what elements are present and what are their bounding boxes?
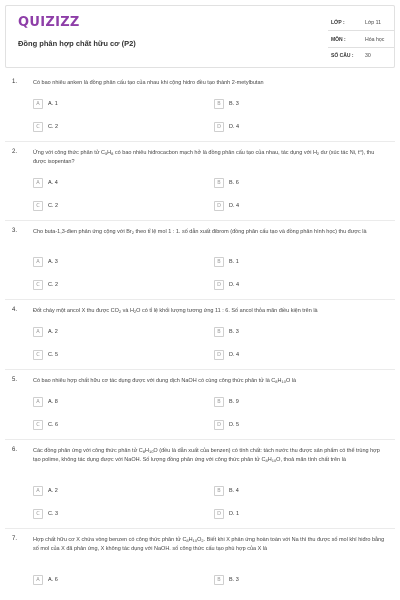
answer-label: A. 8 <box>48 399 58 405</box>
answer-checkbox[interactable]: B <box>214 99 224 109</box>
answer-label: B. 3 <box>229 329 239 335</box>
question-text: Hợp chất hữu cơ X chứa vòng benzen có công thức phân tử $C_8H_{10}O_2$. Biết khi X phản ứng hoàn toàn với Na thì thu được số mol khí hiđro bằng số mol của X đã phản ứng, X không tác dụng với NaOH. số công thức cấu tạo phù hợp của X là <box>33 537 385 552</box>
answer-label: C. 5 <box>48 352 59 358</box>
answer-label: C. 3 <box>48 511 59 517</box>
question-text: Ứng với công thức phân tử $C_5H_8$ có bao nhiêu hiđrocacbon mạch hở là đồng phân cấu tạo của nhau, tác dụng với $H_2$ dư (xúc tác Ni, $t^o$), thu được isopentan? <box>33 148 375 165</box>
question-text: Các đồng phân ứng với công thức phân tử $C_8H_{10}O$ (đều là dẫn xuất của benzen) có tính chất: tách nước thu được sản phẩm có thể trùng hợp tạo polime, không tác dụng được với NaOH. Số lượng đồng phân ứng với công thức phân tử $C_8H_{10}O$, thoả mãn tính chất trên là <box>33 448 380 463</box>
answer-checkbox[interactable]: C <box>33 201 43 211</box>
answer-label: B. 6 <box>229 180 239 186</box>
answer-checkbox[interactable]: B <box>214 397 224 407</box>
answer-checkbox[interactable]: C <box>33 350 43 360</box>
question-divider <box>5 220 395 221</box>
meta-subject-value: Hóa học <box>365 37 385 43</box>
worksheet-header <box>5 5 395 68</box>
meta-class <box>324 14 396 31</box>
answer-label: B. 9 <box>229 399 239 405</box>
answer-label: C. 2 <box>48 282 59 288</box>
answer-label: A. 3 <box>48 259 58 265</box>
question-divider <box>5 528 395 529</box>
answer-label: D. 5 <box>229 422 240 428</box>
worksheet-title: Đồng phân hợp chất hữu cơ (P2) <box>18 39 136 48</box>
meta-count-key: SỐ CÂU : <box>331 53 354 59</box>
answer-label: A. 6 <box>48 577 58 583</box>
question-number: 5. <box>12 377 18 383</box>
answer-checkbox[interactable]: D <box>214 420 224 430</box>
question-number: 1. <box>12 79 18 85</box>
answer-label: D. 4 <box>229 282 240 288</box>
answer-checkbox[interactable]: D <box>214 350 224 360</box>
question-divider <box>5 369 395 370</box>
answer-checkbox[interactable]: B <box>214 486 224 496</box>
worksheet-meta <box>324 6 396 69</box>
answer-checkbox[interactable]: D <box>214 201 224 211</box>
answer-checkbox[interactable]: A <box>33 178 43 188</box>
answer-checkbox[interactable]: D <box>214 509 224 519</box>
question-divider <box>5 439 395 440</box>
answer-label: D. 4 <box>229 352 240 358</box>
answer-checkbox[interactable]: A <box>33 397 43 407</box>
question-divider <box>5 141 395 142</box>
answer-label: B. 3 <box>229 101 239 107</box>
answer-label: D. 4 <box>229 203 240 209</box>
question-text: Đốt cháy một ancol X thu được $CO_2$ và $H_2O$ có tỉ lệ khối lượng tương ứng 11 : 6. Số ancol thỏa mãn điều kiện trên là <box>33 308 318 314</box>
answer-label: B. 1 <box>229 259 239 265</box>
answer-label: B. 3 <box>229 577 239 583</box>
answer-label: B. 4 <box>229 488 239 494</box>
answer-label: C. 2 <box>48 124 59 130</box>
answer-checkbox[interactable]: B <box>214 178 224 188</box>
answer-label: C. 2 <box>48 203 59 209</box>
answer-label: A. 4 <box>48 180 58 186</box>
question-text: Có bao nhiêu anken là đồng phân cấu tạo của nhau khi cộng hidro đều tạo thành 2-metylbutan <box>33 80 264 86</box>
quizizz-logo: QUIZIZZ <box>18 15 80 30</box>
question-number: 7. <box>12 536 18 542</box>
question-number: 6. <box>12 447 18 453</box>
question-number: 3. <box>12 228 18 234</box>
answer-checkbox[interactable]: A <box>33 99 43 109</box>
meta-class-key: LỚP : <box>331 20 345 26</box>
question-divider <box>5 299 395 300</box>
answer-checkbox[interactable]: A <box>33 575 43 585</box>
question-text: Cho buta-1,3-đien phản ứng cộng với $Br_2$ theo tỉ lệ mol 1 : 1. số dẫn xuất đibrom (đồng phân cấu tạo và đồng phân hình học) thu được là <box>33 229 367 235</box>
answer-checkbox[interactable]: C <box>33 122 43 132</box>
answer-checkbox[interactable]: C <box>33 509 43 519</box>
question-number: 4. <box>12 307 18 313</box>
answer-checkbox[interactable]: A <box>33 486 43 496</box>
meta-count <box>324 47 396 64</box>
answer-checkbox[interactable]: A <box>33 257 43 267</box>
answer-checkbox[interactable]: C <box>33 280 43 290</box>
question-text: Có bao nhiêu hợp chất hữu cơ tác dụng được với dung dịch NaOH có cùng công thức phân tử là $C_8H_{10}O$ là <box>33 378 297 384</box>
answer-checkbox[interactable]: B <box>214 327 224 337</box>
answer-checkbox[interactable]: B <box>214 257 224 267</box>
meta-subject <box>324 31 396 48</box>
answer-label: D. 1 <box>229 511 240 517</box>
answer-label: A. 2 <box>48 329 58 335</box>
answer-checkbox[interactable]: B <box>214 575 224 585</box>
answer-checkbox[interactable]: C <box>33 420 43 430</box>
question-number: 2. <box>12 149 18 155</box>
meta-count-value: 30 <box>365 53 371 59</box>
answer-checkbox[interactable]: A <box>33 327 43 337</box>
answer-label: D. 4 <box>229 124 240 130</box>
answer-checkbox[interactable]: D <box>214 280 224 290</box>
answer-label: C. 6 <box>48 422 59 428</box>
answer-label: A. 1 <box>48 101 58 107</box>
answer-label: A. 2 <box>48 488 58 494</box>
meta-class-value: Lớp 11 <box>365 20 381 26</box>
meta-subject-key: MÔN : <box>331 37 346 43</box>
answer-checkbox[interactable]: D <box>214 122 224 132</box>
